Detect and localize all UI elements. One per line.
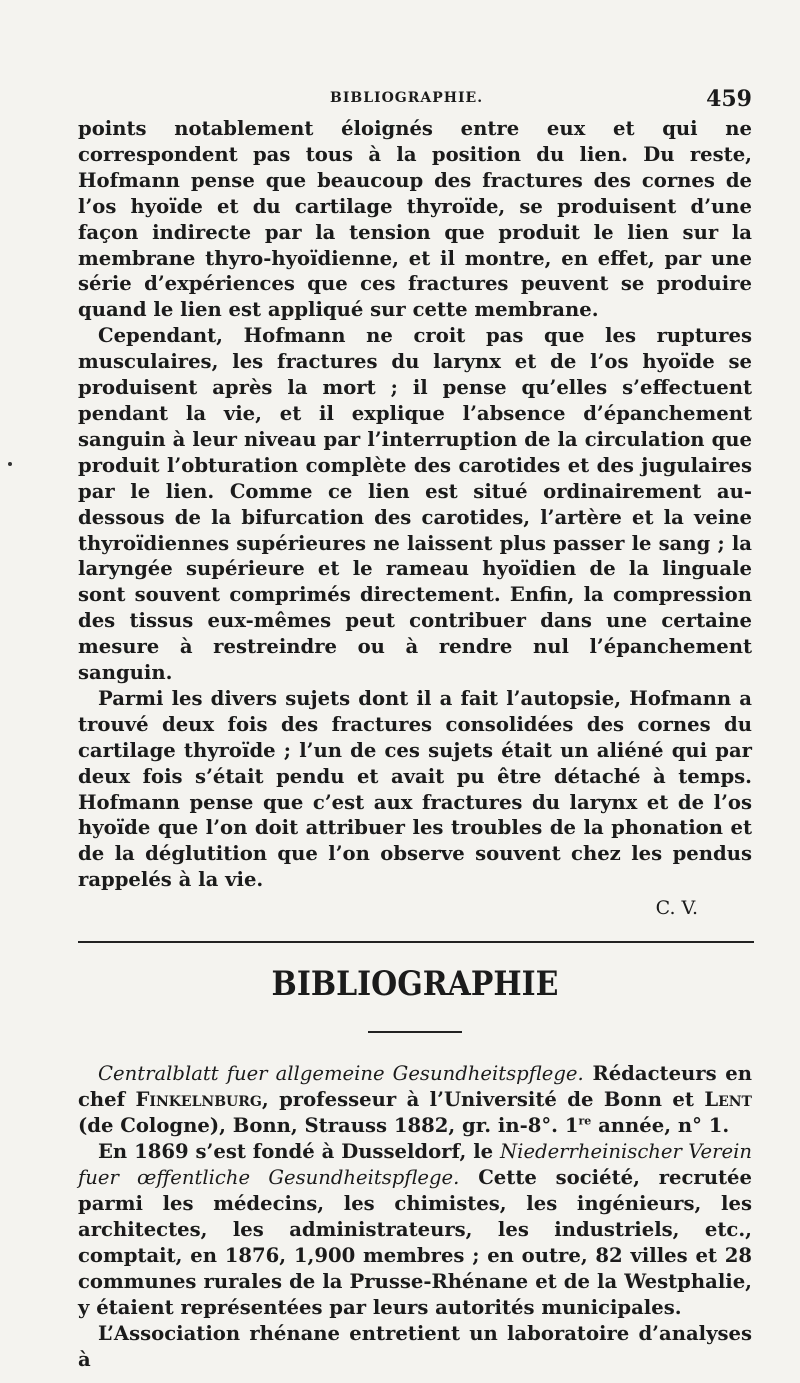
- society-name: Niederrheinischer Verein fuer œffentliche Gesundheitspflege.: [78, 1140, 752, 1190]
- year-ordinal-suffix: re: [578, 1114, 592, 1128]
- page-number: 459: [706, 86, 752, 112]
- article-paragraph-3: Parmi les divers sujets dont il a fait l’autopsie, Hofmann a trouvé deux fois des fractures consolidées des cornes du cartilage thyroïde ; l’un de ces sujets était un aliéné qui par deux fois s’était pendu et avait pu être détaché à temps. Hofmann pense que c’est aux fractures du larynx et de l’os hyoïde que l’on doit attribuer les troubles de la phonation et de la déglutition que l’on observe souvent chez les pendus rappelés à la vie.: [78, 686, 752, 892]
- journal-title: Centralblatt fuer allgemeine Gesundheitspflege.: [98, 1062, 584, 1086]
- section-title: BIBLIOGRAPHIE: [271, 964, 559, 1005]
- paragraph-2-body: Cette société, recrutée parmi les médecins, les chimistes, les ingénieurs, les architectes, les administrateurs, les industriels, etc., comptait, en 1876, 1,900 membres ; en outre, 82 villes et 28 communes rurales de la Prusse-Rhénane et de la Westphalie, y étaient représentées par leurs autorités municipales.: [78, 1166, 752, 1320]
- section-divider: [78, 941, 754, 943]
- editor-name-2: Lent: [704, 1088, 752, 1112]
- article-paragraph-2: Cependant, Hofmann ne croit pas que les ruptures musculaires, les fractures du larynx et de l’os hyoïde se produisent après la mort ; il pense qu’elles s’effectuent pendant la vie, et il explique l’absence d’épanchement sanguin à leur niveau par l’interruption de la circulation que produit l’obturation complète des carotides et des jugulaires par le lien. Comme ce lien est situé ordinairement au-dessous de la bifurcation des carotides, l’artère et la veine thyroïdiennes supérieures ne laissent plus passer le sang ; la laryngée supérieure et le rameau hyoïdien de la linguale sont souvent comprimés directement. Enfin, la compression des tissus eux-mêmes peut contribuer dans une certaine mesure à restreindre ou à rendre nul l’épanchement sanguin.: [78, 324, 752, 685]
- bibliography-paragraph-3: L’Association rhénane entretient un laboratoire d’analyses à: [78, 1322, 752, 1372]
- title-underline: [368, 1031, 462, 1033]
- paragraph-2-intro: En 1869 s’est fondé à Dusseldorf, le: [98, 1140, 494, 1164]
- editors-prefix: Rédacteurs en chef: [78, 1062, 753, 1112]
- ink-speck: [8, 462, 12, 466]
- bibliography-citation: [78, 1061, 752, 1139]
- bibliography-paragraph-2: [78, 1139, 752, 1321]
- bibliography-entry: [78, 1061, 752, 1373]
- editor-role-1: , professeur à l’Université de Bonn et: [261, 1088, 694, 1112]
- publication-details: (de Cologne), Bonn, Strauss 1882, gr. in-8°.: [78, 1114, 558, 1138]
- article-paragraph-1: points notablement éloignés entre eux et qui ne correspondent pas tous à la position du lien. Du reste, Hofmann pense que beaucoup des fractures des cornes de l’os hyoïde et du cartilage thyroïde, se produisent d’une façon indirecte par la tension que produit le lien sur la membrane thyro-hyoïdienne, et il montre, en effet, par une série d’expériences que ces fractures peuvent se produire quand le lien est appliqué sur cette membrane.: [78, 117, 752, 322]
- article-body: [78, 116, 752, 893]
- running-head: [78, 86, 752, 116]
- article-signature: C. V.: [655, 897, 698, 920]
- book-page: [78, 86, 752, 1373]
- year-ordinal: 1: [564, 1114, 579, 1138]
- editor-name-1: Finkelnburg: [135, 1088, 262, 1112]
- issue-info: année, n° 1.: [598, 1114, 730, 1138]
- running-head-title: BIBLIOGRAPHIE.: [330, 90, 484, 106]
